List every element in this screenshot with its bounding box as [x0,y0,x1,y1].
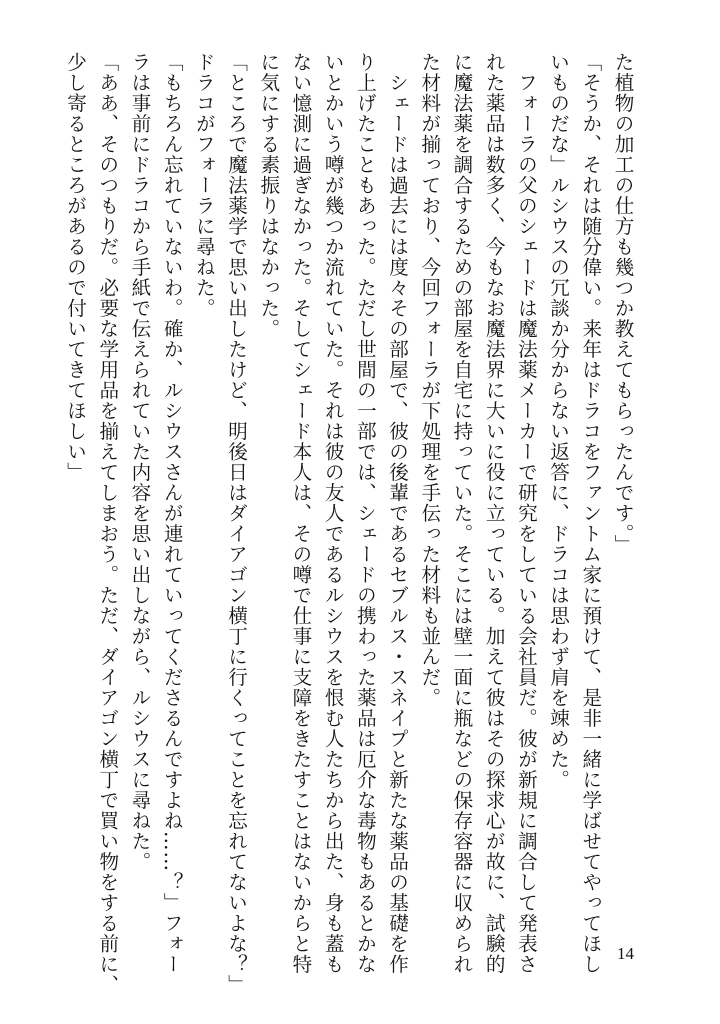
text-line: いものだな」ルシウスの冗談か分からない返答に、ドラコは思わず肩を竦めた。 [546,52,570,790]
text-line: 「ああ、そのつもりだ。必要な学用品を揃えてしまおう。ただ、ダイアゴン横丁で買い物をする前に、 [95,52,119,995]
text-line: フォーラの父のシェードは魔法薬メーカーで研究をしている会社員だ。彼が新規に調合して発表さ [514,52,538,975]
text-line: 「ところで魔法薬学で思い出したけど、明後日はダイアゴン横丁に行くってことを忘れてないよな？」 [224,52,248,995]
text-line: に気にする素振りはなかった。 [256,52,280,339]
text-line: ラは事前にドラコから手紙で伝えられていた内容を思い出しながら、ルシウスに尋ねた。 [127,52,151,872]
text-line: り上げたこともあった。ただし世間の一部では、シェードの携わった薬品は厄介な毒物もあるとかな [353,52,377,975]
text-line: 「もちろん忘れていないわ。確か、ルシウスさんが連れていってくださるんですよね……？」フォー [160,52,184,975]
text-line: 「そうか、それは随分偉い。来年はドラコをファントム家に預けて、是非一緒に学ばせてやってほし [578,52,602,975]
page-number: 14 [617,944,634,963]
text-line: 少し寄るところがあるので付いてきてほしい」 [63,52,87,483]
text-line: シェードは過去には度々その部屋で、彼の後輩であるセブルス・スネイプと新たな薬品の基礎を作 [385,52,409,975]
text-line: いとかいう噂が幾つか流れていた。それは彼の友人であるルシウスを恨む人たちから出た、身も蓋も [321,52,345,975]
text-line: た植物の加工の仕方も幾つか教えてもらったんです。」 [611,52,634,555]
text-line: た材料が揃っており、今回フォーラが下処理を手伝った材料も並んだ。 [417,52,441,708]
text-line: に魔法薬を調合するための部屋を自宅に持っていた。そこには壁一面に瓶などの保存容器に収められ [449,52,473,975]
text-line: れた薬品は数多く、今もなお魔法界に大いに役に立っている。加えて彼はその探求心が故に、試験的 [482,52,506,975]
text-line: ない憶測に過ぎなかった。そしてシェード本人は、その噂で仕事に支障をきたすことはないからと特 [288,52,312,975]
text-line: ドラコがフォーラに尋ねた。 [192,52,216,319]
